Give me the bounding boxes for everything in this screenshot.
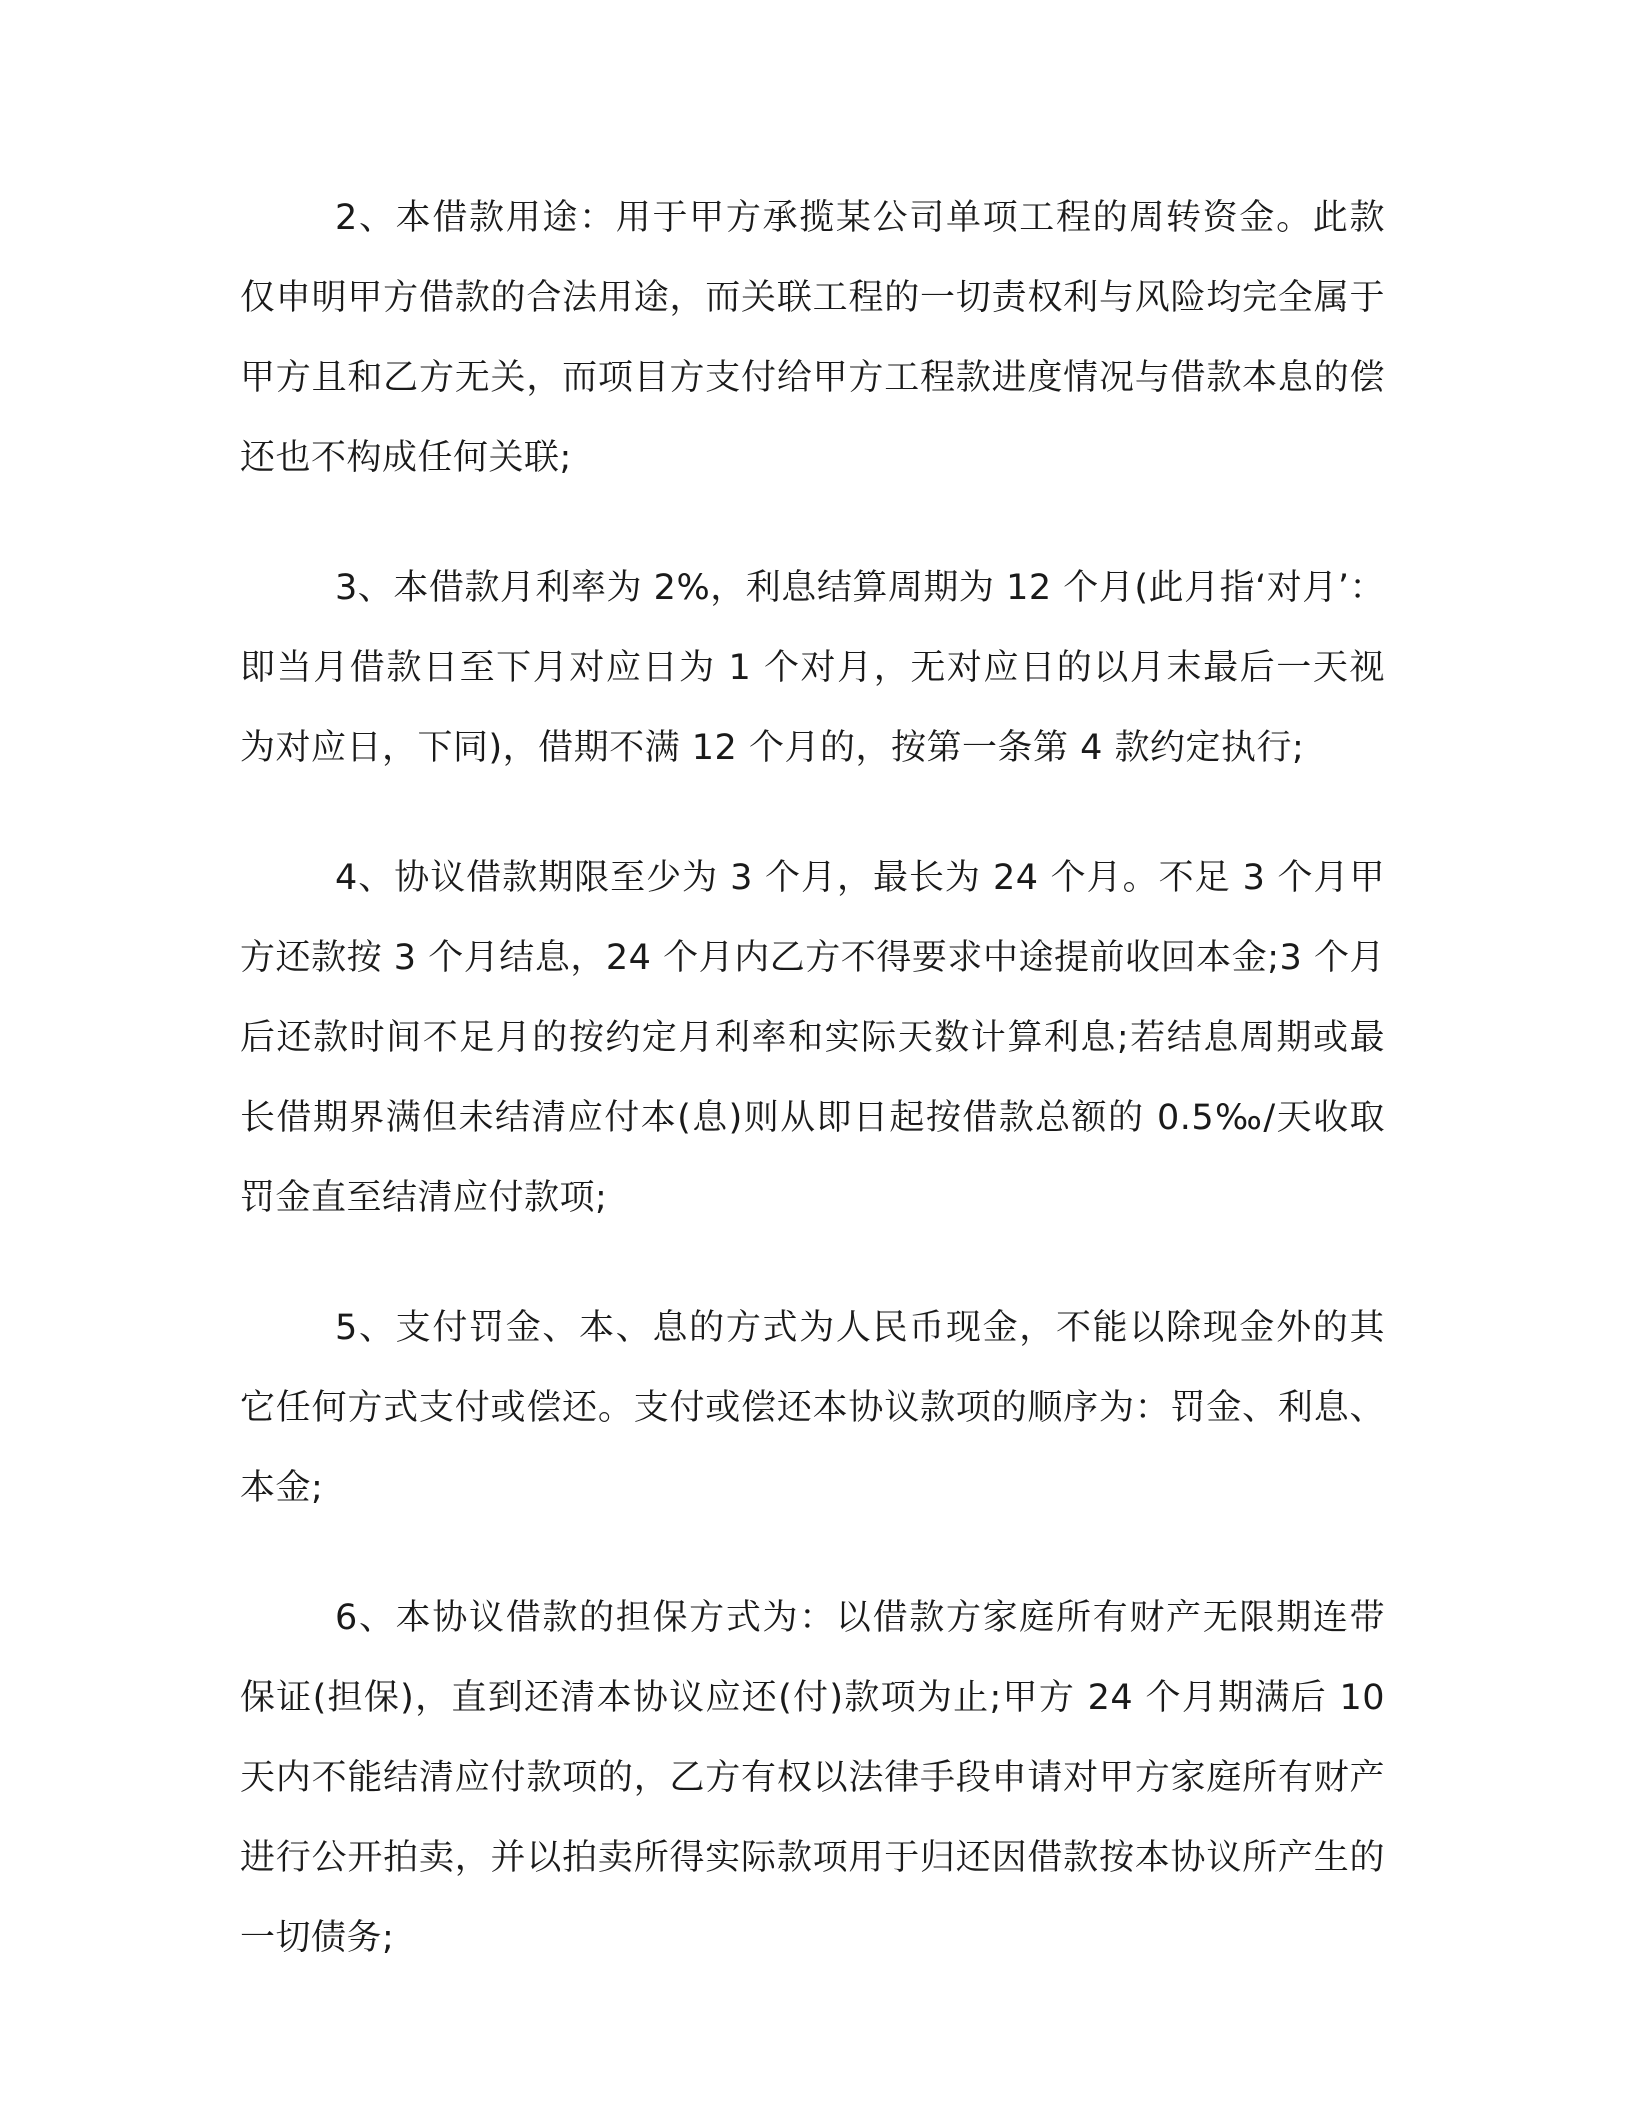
clause-6: 6、本协议借款的担保方式为：以借款方家庭所有财产无限期连带保证(担保)，直到还清本协议应还(付)款项为止;甲方 24 个月期满后 10 天内不能结清应付款项的，乙方有权以法律手段申请对甲方家庭所有财产进行公开拍卖，并以拍卖所得实际款项用于归还因借款按本协议所产生的一切债务; <box>240 1598 1385 1958</box>
clause-4: 4、协议借款期限至少为 3 个月，最长为 24 个月。不足 3 个月甲方还款按 3 个月结息，24 个月内乙方不得要求中途提前收回本金;3 个月后还款时间不足月的按约定月利率和实际天数计算利息;若结息周期或最长借期界满但未结清应付本(息)则从即日起按借款总额的 0.5‰/天收取罚金直至结清应付款项; <box>240 858 1385 1218</box>
clause-2: 2、本借款用途：用于甲方承揽某公司单项工程的周转资金。此款仅申明甲方借款的合法用途，而关联工程的一切责权利与风险均完全属于甲方且和乙方无关，而项目方支付给甲方工程款进度情况与借款本息的偿还也不构成任何关联; <box>240 198 1385 478</box>
clause-3: 3、本借款月利率为 2%，利息结算周期为 12 个月(此月指‘对月’：即当月借款日至下月对应日为 1 个对月，无对应日的以月末最后一天视为对应日，下同)，借期不满 12 个月的，按第一条第 4 款约定执行; <box>240 568 1385 768</box>
document-body <box>240 178 1385 1978</box>
clause-5: 5、支付罚金、本、息的方式为人民币现金，不能以除现金外的其它任何方式支付或偿还。支付或偿还本协议款项的顺序为：罚金、利息、本金; <box>240 1308 1385 1508</box>
